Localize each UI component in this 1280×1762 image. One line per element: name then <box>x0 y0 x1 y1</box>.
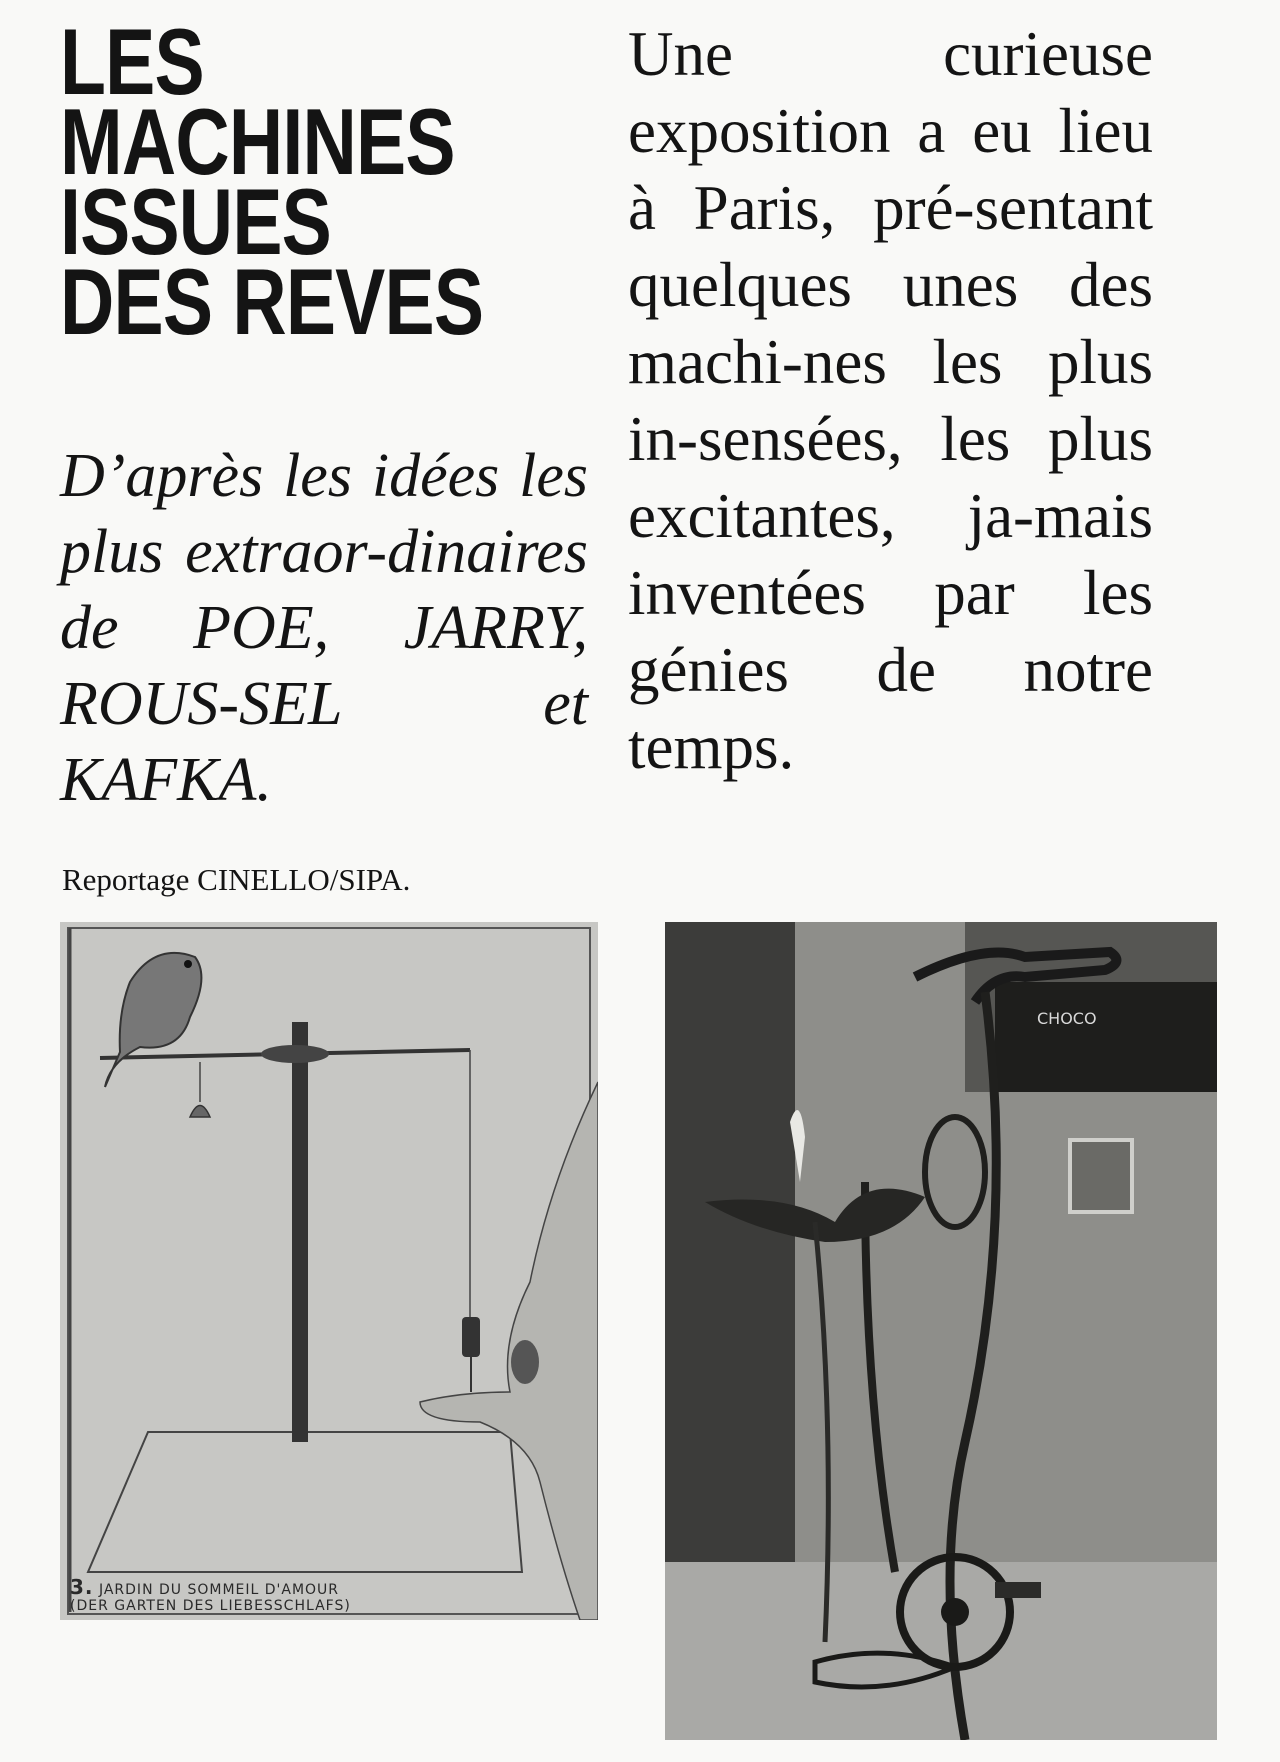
caption-number: 3. <box>70 1575 94 1599</box>
headline-line: DES REVES <box>60 249 484 354</box>
drawing-illustration <box>60 922 598 1620</box>
bicycle-sculpture-photo <box>665 922 1217 1740</box>
byline: Reportage CINELLO/SIPA. <box>62 862 411 897</box>
headline-line: ISSUES <box>60 169 332 274</box>
sign-text: CHOCO <box>1037 1009 1097 1028</box>
body-text: Une curieuse exposition a eu lieu à Paris, pré-sentant quelques unes des machi-nes les plus in-sensées, les plus excitantes, ja-mais inventées par les génies de notre temps. <box>628 19 1153 782</box>
headline <box>60 9 492 354</box>
photo-bicycle-machine <box>665 922 1217 1740</box>
caption-subtitle: (DER GARTEN DES LIEBESSCHLAFS) <box>70 1598 351 1614</box>
caption-title: JARDIN DU SOMMEIL D'AMOUR <box>98 1582 340 1598</box>
headline-line: MACHINES <box>60 89 455 194</box>
headline-line: LES <box>60 9 204 114</box>
subhead: D’après les idées les plus extraor-dinaires de POE, JARRY, ROUS-SEL et KAFKA. <box>60 442 588 814</box>
drawing-caption <box>70 1575 351 1614</box>
photo-sleep-garden-drawing <box>60 922 598 1620</box>
